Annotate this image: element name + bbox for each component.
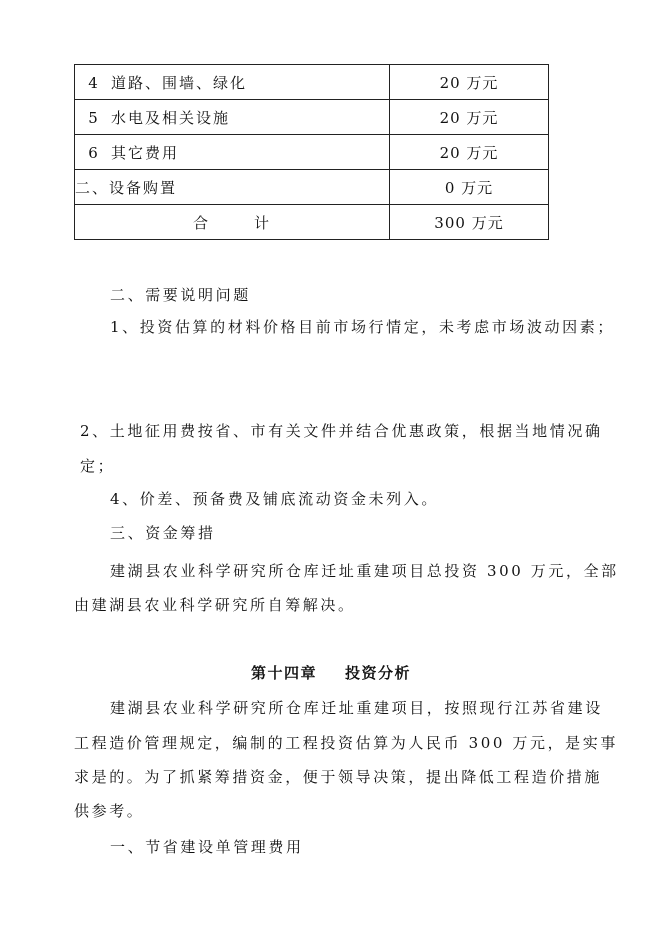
chapter-heading	[0, 662, 662, 683]
item-cell	[75, 135, 390, 170]
total-label-a: 合	[192, 213, 210, 232]
paragraph: 1、投资估算的材料价格目前市场行情定，未考虑市场波动因素；	[110, 318, 615, 336]
chapter-number: 第十四章	[250, 664, 317, 682]
amount-cell: 20 万元	[390, 65, 549, 100]
item-cell	[75, 65, 390, 100]
item-cell	[75, 100, 390, 135]
amount-cell: 20 万元	[390, 135, 549, 170]
paragraph: 4、价差、预备费及铺底流动资金未列入。	[110, 490, 439, 508]
table-row	[75, 100, 549, 135]
paragraph: 定；	[80, 457, 116, 475]
item-number: 5	[88, 108, 98, 127]
item-number: 4	[88, 73, 98, 92]
table-row	[75, 170, 549, 205]
table-row	[75, 135, 549, 170]
paragraph: 求是的。为了抓紧筹措资金，便于领导决策，提出降低工程造价措施	[74, 768, 603, 786]
paragraph: 2、土地征用费按省、市有关文件并结合优惠政策，根据当地情况确	[80, 422, 603, 440]
table-total-row	[75, 205, 549, 240]
paragraph: 供参考。	[74, 802, 145, 820]
paragraph: 工程造价管理规定，编制的工程投资估算为人民币 300 万元，是实事	[74, 734, 618, 752]
item-label: 道路、围墙、绿化	[111, 73, 248, 92]
paragraph: 建湖县农业科学研究所仓库迁址重建项目总投资 300 万元，全部	[110, 562, 619, 580]
section-heading: 三、资金筹措	[110, 524, 216, 542]
table-row	[75, 65, 549, 100]
chapter-title: 投资分析	[345, 664, 412, 682]
item-label: 水电及相关设施	[111, 108, 231, 127]
investment-table	[74, 64, 549, 240]
total-label-b: 计	[254, 213, 272, 232]
section-heading: 二、需要说明问题	[110, 286, 251, 304]
item-cell	[75, 170, 390, 205]
item-label: 其它费用	[111, 143, 180, 162]
amount-cell: 0 万元	[390, 170, 549, 205]
item-label: 二、设备购置	[75, 178, 178, 197]
section-heading: 一、节省建设单管理费用	[110, 838, 304, 856]
amount-cell: 20 万元	[390, 100, 549, 135]
paragraph: 建湖县农业科学研究所仓库迁址重建项目，按照现行江苏省建设	[110, 699, 603, 717]
paragraph: 由建湖县农业科学研究所自筹解决。	[74, 596, 356, 614]
total-amount-cell: 300 万元	[390, 205, 549, 240]
total-label-cell	[75, 205, 390, 240]
item-number: 6	[88, 143, 98, 162]
